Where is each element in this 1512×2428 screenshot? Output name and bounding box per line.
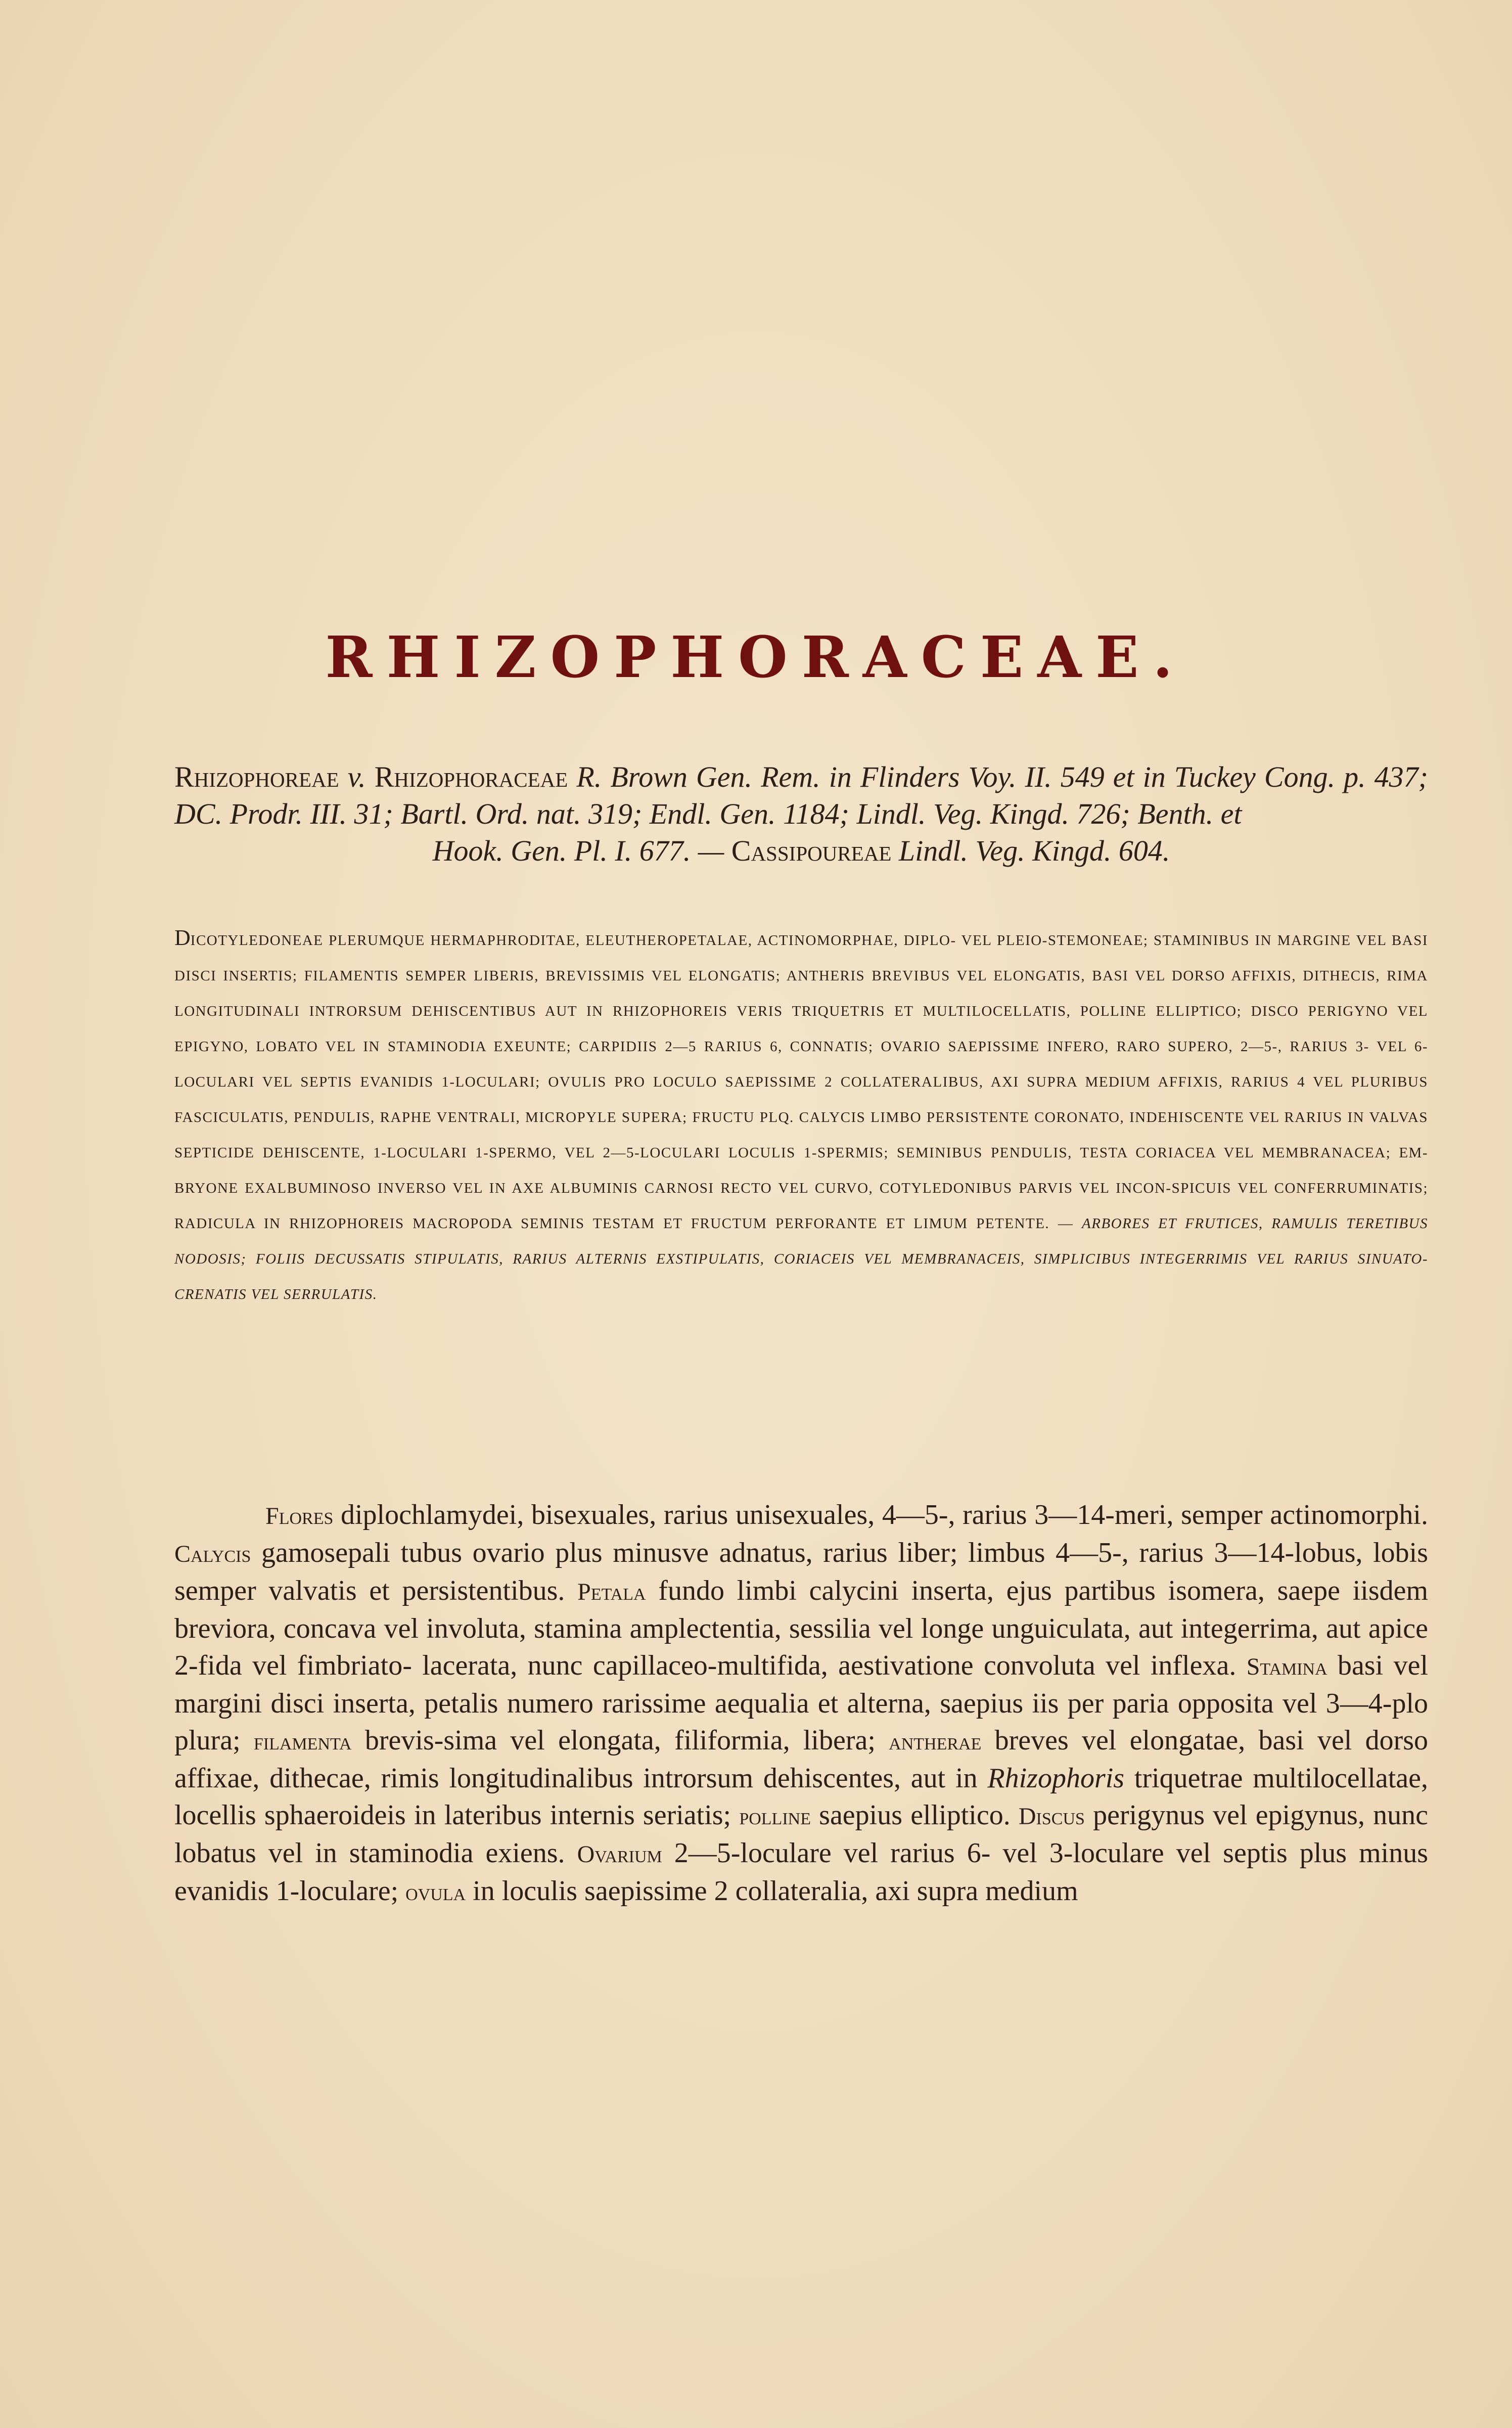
term-polline: polline	[739, 1803, 811, 1830]
term-stamina: Stamina	[1246, 1653, 1327, 1680]
ref-line2: p. 437; DC. Prodr. III. 31; Bartl. Ord. nat. 319; Endl. Gen. 1184; Lindl. Veg. Kingd. 726; Benth. et	[174, 760, 1428, 830]
diagnosis-text: ICOTYLEDONEAE PLERUMQUE HERMAPHRODITAE, ELEUTHEROPETALAE, ACTINOMORPHAE, DIPLO- VEL PLEIO-STEMONEAE; STAMINIBUS IN MARGINE VEL BASI DISCI INSERTIS; FILAMENTIS SEMPER LIBERIS, BREVISSIMIS VEL ELONGATIS; ANTHERIS BREVIBUS VEL ELONGATIS, BASI VEL DORSO AFFIXIS, DITHECIS, RIMA LONGITUDINALI INTRORSUM DEHISCENTIBUS AUT IN RHIZOPHOREIS VERIS TRIQUETRIS ET MULTILOCELLATIS, POLLINE ELLIPTICO; DISCO PERIGYNO VEL EPIGYNO, LOBATO VEL IN STAMINODIA EXEUNTE; CARPIDIIS 2—5 RARIUS 6, CONNATIS; OVARIO SAEPISSIME INFERO, RARO SUPERO, 2—5-, RARIUS 3- VEL 6-LOCULARI VEL SEPTIS EVANIDIS 1-LOCULARI; OVULIS PRO LOCULO SAEPISSIME 2 COLLATERALIBUS, AXI SUPRA MEDIUM AFFIXIS, RARIUS 4 VEL PLURIBUS FASCICULATIS, PENDULIS, RAPHE VENTRALI, MICROPYLE SUPERA; FRUCTU PLQ. CALYCIS LIMBO PERSISTENTE CORONATO, INDEHISCENTE VEL RARIUS IN VALVAS SEPTICIDE DEHISCENTE, 1-LOCULARI 1-SPERMO, VEL 2—5-LOCULARI LOCULIS 1-SPERMIS; SEMINIBUS PENDULIS, TESTA CORIACEA VEL MEMBRANACEA; EM-BRYONE EXALBUMINOSO INVERSO VEL IN AXE ALBUMINIS CARNOSI RECTO VEL CURVO, COTYLEDONIBUS PARVIS VEL INCON-SPICUIS VEL CONFERRUMINATIS; RADICULA IN RHIZOPHOREIS MACROPODA SEMINIS TESTAM ET FRUCTUM PERFORANTE ET LIMUM PETENTE. —	[174, 932, 1428, 1232]
term-calycis: Calycis	[174, 1541, 251, 1567]
description-paragraph	[174, 1497, 1428, 1911]
ref-lindl: Lindl. Veg. Kingd. 604.	[891, 834, 1170, 867]
desc-rhizophoris: triquetrae multilocellatae, locellis sphaeroideis in lateribus internis seriatis;	[174, 1763, 1428, 1831]
desc-petala: fundo limbi calycini inserta, ejus partibus isomera, saepe iisdem breviora, concava vel involuta, stamina amplectentia, sessilia vel longe unguiculata, aut integerrima, aut apice 2-fida vel fimbriato- lacerata, nunc capillaceo-multifida, aestivatione convoluta vel inflexa.	[174, 1575, 1429, 1681]
diagnosis-habit: ARBORES ET FRUTICES, RAMULIS TERETIBUS NODOSIS; FOLIIS DECUSSATIS STIPULATIS, RARIUS ALTERNIS EXSTIPULATIS, CORIACEIS VEL MEMBRANACEIS, SIMPLICIBUS INTEGERRIMIS VEL RARIUS SINUATO-CRENATIS VEL SERRULATIS.	[174, 1216, 1429, 1302]
ref-line3	[174, 832, 1428, 869]
term-ovarium: Ovarium	[577, 1841, 662, 1868]
ref-hook: Hook. Gen. Pl. I. 677. —	[432, 834, 731, 867]
ref-brown: R. Brown Gen. Rem. in Flinders Voy. II. 549 et in Tuckey Cong.	[568, 760, 1336, 793]
term-antherae: antherae	[889, 1728, 982, 1755]
desc-antherae: breves vel elongatae, basi vel dorso affixae, dithecae, rimis longitudinalibus introrsum dehiscentes, aut in	[174, 1725, 1429, 1794]
term-rhizophoris: Rhizophoris	[987, 1763, 1125, 1794]
desc-ovula: in loculis saepissime 2 collateralia, axi supra medium	[473, 1875, 1078, 1907]
ref-v: v.	[339, 760, 375, 793]
family-diagnosis	[174, 920, 1428, 1312]
desc-calycis: gamosepali tubus ovario plus minusve adnatus, rarius liber; limbus 4—5-, rarius 3—14-lobus, lobis semper valvatis et persistentibus.	[174, 1537, 1429, 1606]
page-title: RHIZOPHORACEAE.	[325, 624, 1187, 691]
ref-cassipoureae: Cassipoureae	[731, 834, 892, 867]
term-flores: Flores	[265, 1503, 334, 1530]
term-filamenta: filamenta	[253, 1728, 352, 1755]
desc-polline: saepius elliptico.	[819, 1800, 1011, 1831]
desc-discus: perigynus vel epigynus, nunc lobatus vel in staminodia exiens.	[174, 1800, 1429, 1869]
ref-rhizophoraceae: Rhizophoraceae	[374, 760, 568, 793]
desc-stamina: basi vel margini disci inserta, petalis numero rarissime aequalia et alterna, saepius iis per paria opposita vel 3—4-plo plura;	[174, 1650, 1429, 1756]
term-discus: Discus	[1018, 1803, 1085, 1830]
term-petala: Petala	[577, 1579, 646, 1605]
references-block	[174, 758, 1428, 869]
desc-ovarium: 2—5-loculare vel rarius 6- vel 3-loculare vel septis plus minus evanidis 1-loculare;	[174, 1837, 1429, 1907]
ref-rhizophoreae: Rhizophoreae	[174, 760, 339, 793]
term-ovula: ovula	[405, 1879, 466, 1906]
desc-filamenta: brevis-sima vel elongata, filiformia, libera;	[364, 1725, 876, 1756]
diagnosis-lead-letter: D	[174, 925, 191, 950]
desc-flores: diplochlamydei, bisexuales, rarius unisexuales, 4—5-, rarius 3—14-meri, semper actinomorphi.	[340, 1499, 1428, 1531]
